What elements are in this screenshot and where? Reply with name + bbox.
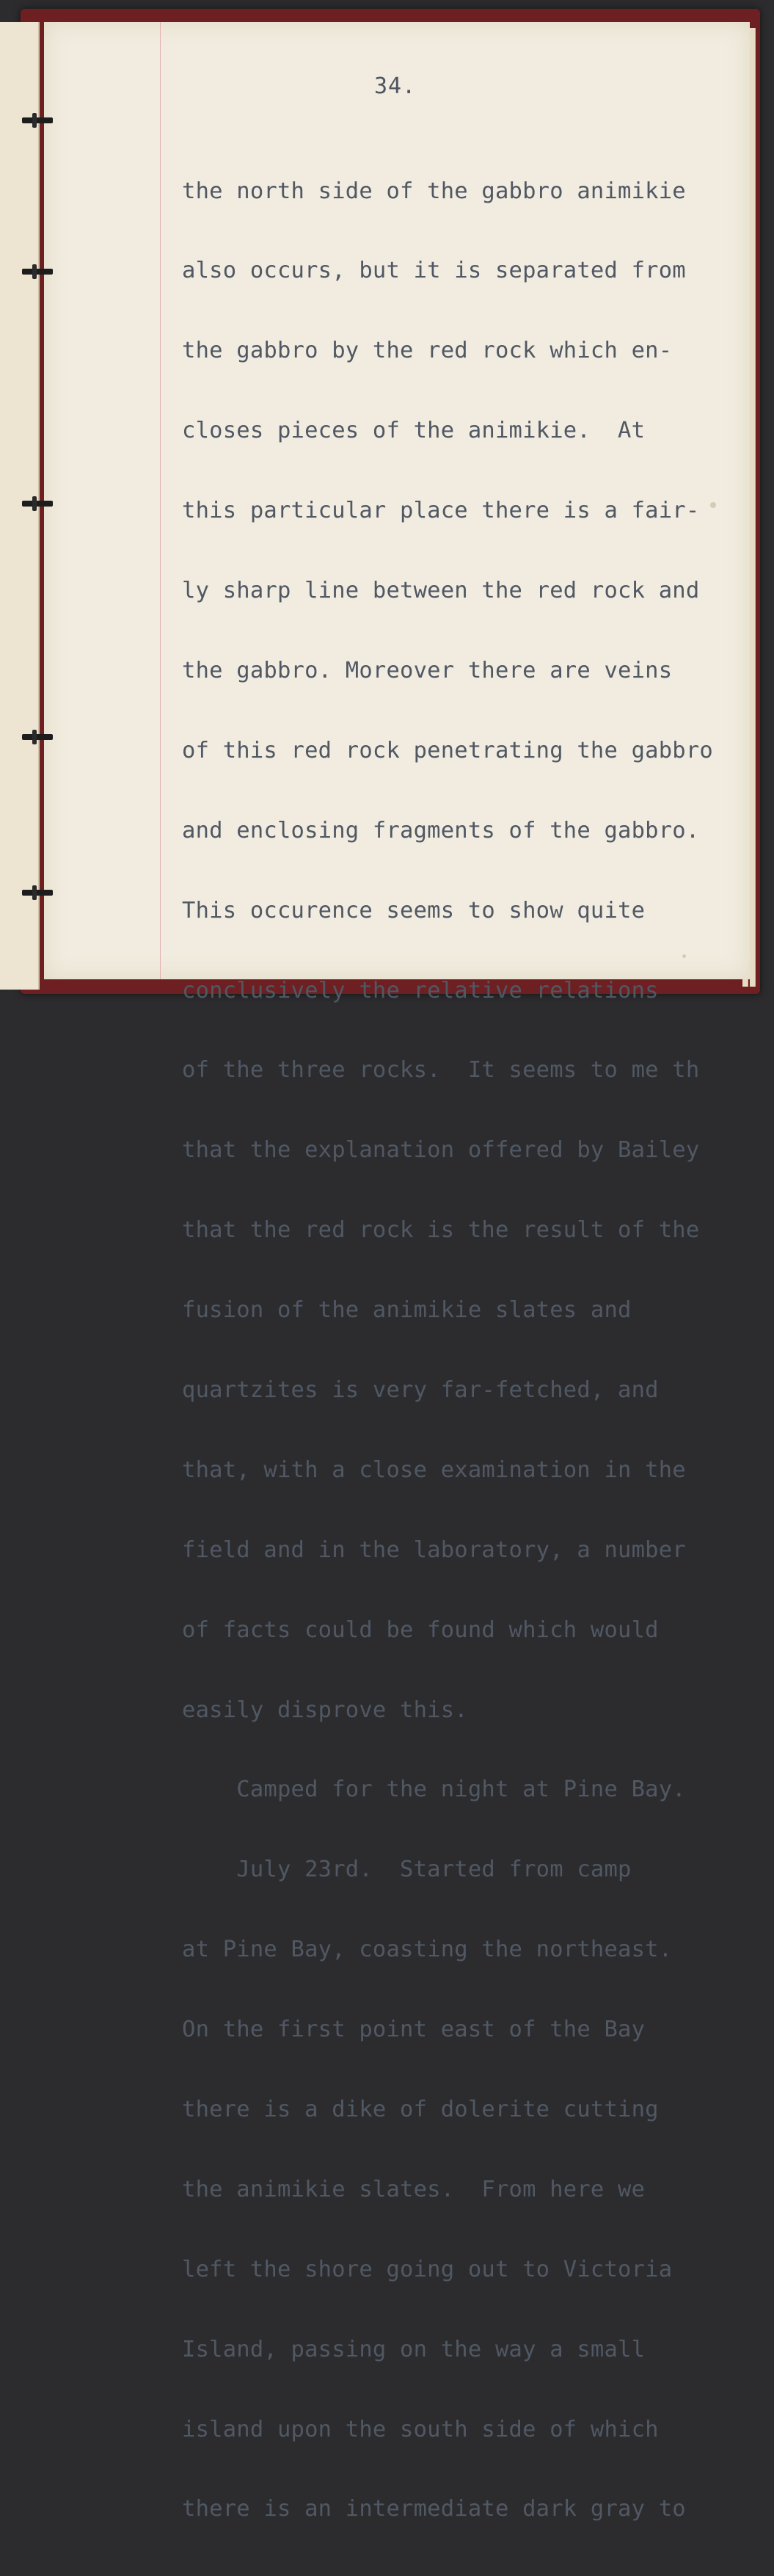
text-line: there is a dike of dolerite cutting (182, 2096, 659, 2122)
text-line: the north side of the gabbro animikie (182, 178, 686, 204)
paper-speck (710, 502, 716, 508)
text-line: at Pine Bay, coasting the northeast. (182, 1937, 673, 1963)
text-line: closes pieces of the animikie. At (182, 418, 646, 444)
text-line: quartzites is very far-fetched, and (182, 1376, 659, 1403)
text-line: the gabbro by the red rock which en- (182, 338, 673, 364)
text-line: On the first point east of the Bay (182, 2017, 646, 2043)
text-line: this particular place there is a fair- (182, 498, 700, 524)
text-line: ly sharp line between the red rock and (182, 578, 700, 604)
text-line: fusion of the animikie slates and (182, 1297, 632, 1324)
margin-rule (160, 22, 161, 979)
binding-ring (22, 501, 53, 507)
text-line: of facts could be found which would (182, 1617, 659, 1643)
page-number: 34. (374, 73, 417, 99)
text-line: and enclosing fragments of the gabbro. (182, 817, 700, 843)
text-line: also occurs, but it is separated from (182, 258, 686, 284)
typed-text (182, 125, 747, 2576)
binding-ring (22, 734, 53, 740)
notebook-page (44, 22, 750, 2522)
text-line: left the shore going out to Victoria (182, 2256, 673, 2282)
text-line: the gabbro. Moreover there are veins (182, 657, 673, 683)
text-line: field and in the laboratory, a number (182, 1536, 686, 1563)
binding-ring (22, 269, 53, 275)
text-line: that, with a close examination in the (182, 1456, 686, 1483)
text-line: island upon the south side of which (182, 2416, 659, 2442)
text-line: Island, passing on the way a small (182, 2336, 646, 2362)
binding-ring (22, 890, 53, 896)
text-line: that the red rock is the result of the (182, 1217, 700, 1244)
text-line: that the explanation offered by Bailey (182, 1137, 700, 1164)
paper-speck (682, 954, 686, 958)
text-line: July 23rd. Started from camp (182, 1857, 632, 1883)
page-edge (750, 28, 756, 987)
text-line: the animikie slates. From here we (182, 2176, 646, 2202)
text-line: of the three rocks. It seems to me th (182, 1057, 700, 1084)
binding-ring (22, 117, 53, 123)
text-line: of this red rock penetrating the gabbro (182, 737, 713, 763)
text-line: there is an intermediate dark gray to (182, 2496, 686, 2522)
text-line: conclusively the relative relations (182, 977, 659, 1004)
text-line: Camped for the night at Pine Bay. (182, 1777, 686, 1803)
text-line: easily disprove this. (182, 1697, 468, 1723)
text-line: This occurence seems to show quite (182, 897, 646, 924)
